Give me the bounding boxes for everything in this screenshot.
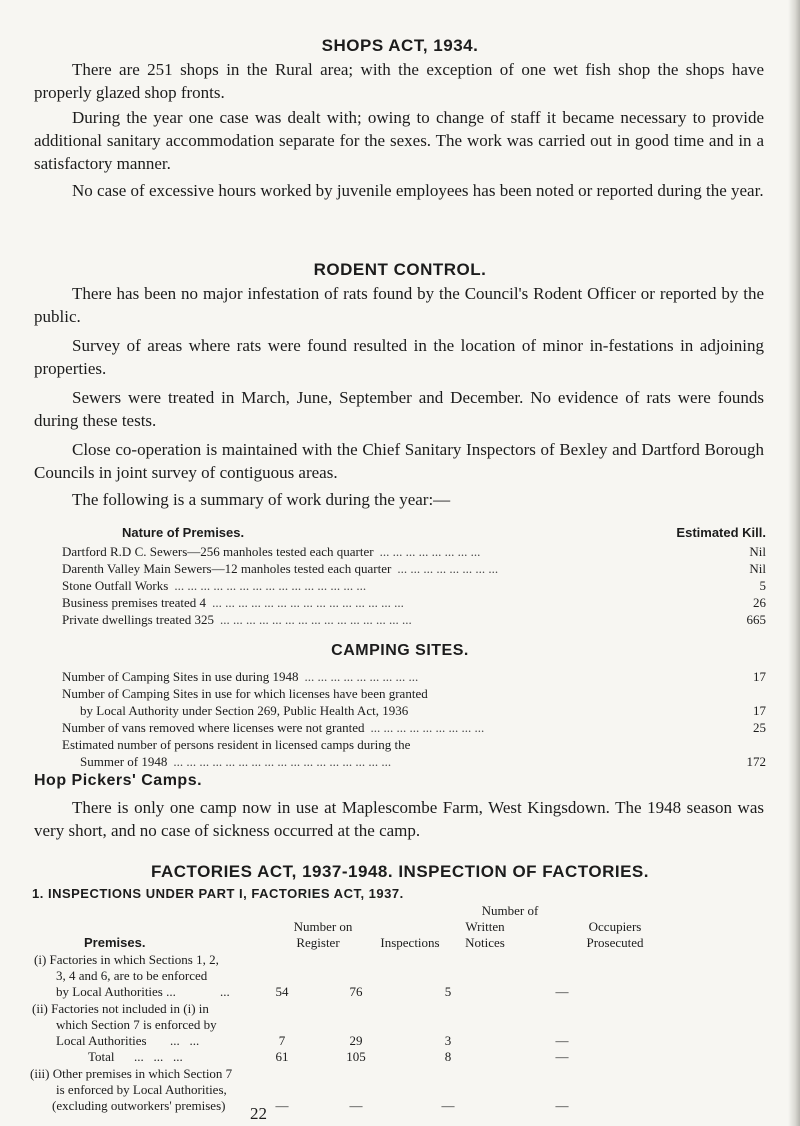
shops-paragraph-3: No case of excessive hours worked by juvenile employees has been noted or reported during the year.: [72, 181, 764, 200]
notices-value: 3: [444, 1033, 452, 1048]
prosecuted-value: —: [555, 1098, 569, 1113]
rodent-paragraph-2: Survey of areas where rats were found resulted in the location of minor in-festations in adjoining properties.: [34, 336, 764, 378]
register-value: 7: [278, 1033, 286, 1048]
row-label: which Section 7 is enforced by: [56, 1017, 217, 1032]
leader-dots: ... ...: [170, 1033, 200, 1048]
rodent-heading: RODENT CONTROL.: [313, 260, 487, 279]
rodent-row-value: Nil: [749, 561, 766, 576]
row-label: is enforced by Local Authorities,: [56, 1082, 227, 1097]
rodent-row-value: 26: [753, 595, 766, 610]
row-label: (excluding outworkers' premises): [52, 1098, 226, 1113]
camping-row-label: Estimated number of persons resident in licensed camps during the: [62, 737, 411, 752]
leader-dots: ... ... ...: [134, 1049, 183, 1064]
prosecuted-value: —: [555, 1049, 569, 1064]
register-value: 61: [275, 1049, 289, 1064]
leader-dots: ... ... ... ... ... ... ... ... ...: [304, 669, 419, 684]
camping-heading: CAMPING SITES.: [331, 642, 469, 659]
rodent-paragraph-5: The following is a summary of work during the year:—: [72, 490, 451, 509]
rodent-col-premises: Nature of Premises.: [122, 525, 245, 540]
col-written-line2: Notices: [465, 935, 505, 950]
factories-subheading: 1. INSPECTIONS UNDER PART I, FACTORIES ACT, 1937.: [32, 886, 404, 901]
notices-value: 8: [444, 1049, 452, 1064]
leader-dots: ...: [220, 984, 230, 999]
rodent-paragraph-3: Sewers were treated in March, June, September and December. No evidence of rats were founds during these tests.: [34, 388, 764, 430]
inspections-value: 29: [349, 1033, 363, 1048]
camping-row-label-cont: Summer of 1948: [80, 754, 168, 769]
page-edge-shadow: [788, 0, 800, 1126]
camping-row-label: Number of Camping Sites in use during 1948: [62, 669, 299, 684]
col-register-line1: Number on: [293, 919, 353, 934]
prosecuted-value: —: [555, 984, 569, 999]
rodent-col-kill: Estimated Kill.: [676, 525, 766, 540]
col-occupiers-line2: Prosecuted: [586, 935, 644, 950]
factories-heading: FACTORIES ACT, 1937-1948. INSPECTION OF FACTORIES.: [151, 862, 649, 881]
row-label: Total: [88, 1049, 115, 1064]
rodent-row-value: 665: [746, 612, 766, 627]
leader-dots: ... ... ... ... ... ... ... ... ...: [370, 720, 485, 735]
rodent-row-label: Stone Outfall Works: [62, 578, 169, 593]
col-inspections: Inspections: [380, 935, 440, 950]
camping-row-label-cont: by Local Authority under Section 269, Public Health Act, 1936: [80, 703, 409, 718]
col-register-line2: Register: [296, 935, 340, 950]
hop-heading: Hop Pickers' Camps.: [34, 772, 203, 789]
rodent-row-label: Darenth Valley Main Sewers—12 manholes tested each quarter: [62, 561, 392, 576]
leader-dots: ... ... ... ... ... ... ... ...: [397, 561, 499, 576]
camping-row-value: 25: [753, 720, 766, 735]
camping-row-value: 17: [753, 669, 766, 684]
inspections-value: 76: [349, 984, 363, 999]
row-label: (iii) Other premises in which Section 7: [30, 1066, 233, 1081]
camping-row-value: 172: [746, 754, 766, 769]
camping-row-value: 17: [753, 703, 766, 718]
shops-heading: SHOPS ACT, 1934.: [321, 36, 479, 55]
col-premises: Premises.: [84, 935, 146, 950]
rodent-row-label: Private dwellings treated 325: [62, 612, 214, 627]
col-written-line1: Written: [465, 919, 505, 934]
leader-dots: ... ... ... ... ... ... ... ... ... ... ... ... ... ... ... ... ...: [173, 754, 392, 769]
shops-paragraph-1: There are 251 shops in the Rural area; with the exception of one wet fish shop the shops have properly glazed shop fronts.: [34, 60, 764, 102]
rodent-row-label: Dartford R.D C. Sewers—256 manholes tested each quarter: [62, 544, 374, 559]
inspections-value: 105: [346, 1049, 366, 1064]
notices-value: —: [441, 1098, 455, 1113]
col-occupiers-line1: Occupiers: [588, 919, 642, 934]
shops-paragraph-2: During the year one case was dealt with; owing to change of staff it became necessary to provide additional sanitary accommodation separate for the sexes. The work was carried out in good time and in a satisfactory manner.: [34, 108, 764, 173]
prosecuted-value: —: [555, 1033, 569, 1048]
row-label: Local Authorities: [56, 1033, 147, 1048]
row-label: 3, 4 and 6, are to be enforced: [56, 968, 208, 983]
rodent-row-value: 5: [759, 578, 766, 593]
leader-dots: ... ... ... ... ... ... ... ... ... ... ... ... ... ... ...: [212, 595, 404, 610]
col-number-of: Number of: [481, 903, 539, 918]
rodent-paragraph-1: There has been no major infestation of rats found by the Council's Rodent Officer or reported by the public.: [34, 284, 764, 326]
row-label: by Local Authorities ...: [56, 984, 176, 999]
rodent-paragraph-4: Close co-operation is maintained with the Chief Sanitary Inspectors of Bexley and Dartford Borough Councils in joint survey of contiguous areas.: [34, 440, 764, 482]
leader-dots: ... ... ... ... ... ... ... ... ... ... ... ... ... ... ...: [220, 612, 412, 627]
page-number: 22: [250, 1104, 267, 1123]
rodent-row-value: Nil: [749, 544, 766, 559]
row-label: (ii) Factories not included in (i) in: [32, 1001, 209, 1016]
row-label: (i) Factories in which Sections 1, 2,: [34, 952, 219, 967]
leader-dots: ... ... ... ... ... ... ... ... ... ... ... ... ... ... ...: [174, 578, 367, 593]
hop-paragraph: There is only one camp now in use at Maplescombe Farm, West Kingsdown. The 1948 season was very short, and no case of sickness occurred at the camp.: [34, 798, 764, 840]
leader-dots: ... ... ... ... ... ... ... ...: [379, 544, 481, 559]
register-value: —: [275, 1098, 289, 1113]
register-value: 54: [275, 984, 289, 999]
notices-value: 5: [444, 984, 452, 999]
camping-row-label: Number of Camping Sites in use for which licenses have been granted: [62, 686, 428, 701]
camping-row-label: Number of vans removed where licenses were not granted: [62, 720, 365, 735]
rodent-row-label: Business premises treated 4: [62, 595, 207, 610]
inspections-value: —: [349, 1098, 363, 1113]
